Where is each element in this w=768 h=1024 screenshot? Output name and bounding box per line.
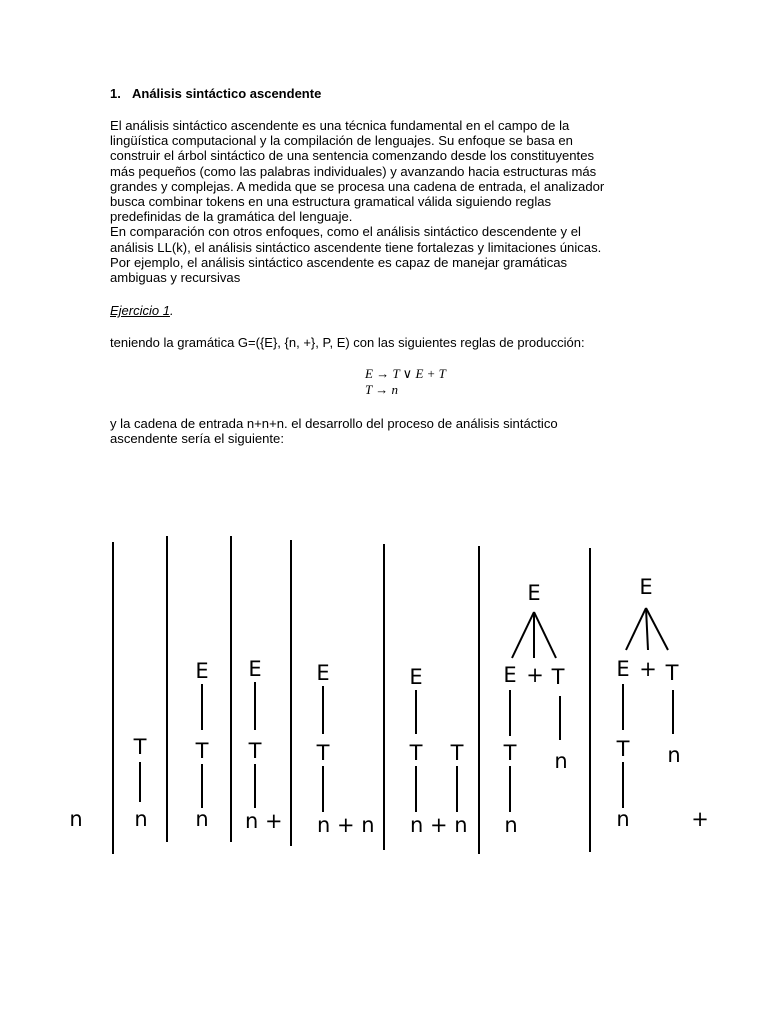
paragraph-line: ambiguas y recursivas	[110, 270, 241, 286]
tree-node: T	[133, 735, 147, 759]
paragraph-line: busca combinar tokens en una estructura gramatical válida siguiendo reglas	[110, 194, 552, 210]
tree-node: E	[616, 657, 630, 681]
parse-diagram	[0, 520, 768, 880]
exercise-heading	[110, 303, 174, 318]
tree-node: n	[667, 743, 681, 767]
paragraph-line: predefinidas de la gramática del lenguaje.	[110, 209, 353, 225]
tree-node: +	[526, 663, 544, 687]
tree-node: T	[248, 739, 262, 763]
tree-node: +	[639, 657, 657, 681]
section-heading	[110, 86, 321, 101]
production-rule: E → T ∨ E + T	[365, 366, 446, 381]
tree-edge	[534, 612, 556, 658]
input-token: n	[134, 807, 148, 831]
input-token: n + n	[317, 813, 375, 837]
input-token: n + n	[410, 813, 468, 837]
input-token: n	[69, 807, 83, 831]
tree-edge	[646, 608, 668, 650]
input-token: n	[504, 813, 518, 837]
tree-node: E	[409, 665, 423, 689]
paragraph-line: lingüística computacional y la compilación de lenguajes. Su enfoque se basa en	[110, 133, 573, 149]
input-token: n +	[245, 809, 283, 833]
input-token: n	[195, 807, 209, 831]
section-number: 1.	[110, 86, 121, 101]
process-paragraph	[110, 416, 650, 446]
tree-node: E	[527, 581, 541, 605]
section-title: Análisis sintáctico ascendente	[132, 86, 322, 101]
tree-node: E	[195, 659, 209, 683]
paragraph-line: y la cadena de entrada n+n+n. el desarrollo del proceso de análisis sintáctico	[110, 416, 558, 431]
tree-edge	[512, 612, 534, 658]
tree-node: E	[503, 663, 517, 687]
tree-edge	[626, 608, 646, 650]
tree-node: T	[316, 741, 330, 765]
production-rule: T → n	[365, 382, 398, 397]
paragraph-line: El análisis sintáctico ascendente es una técnica fundamental en el campo de la	[110, 118, 570, 133]
production-rules	[365, 366, 446, 398]
tree-node: T	[665, 661, 679, 685]
tree-node: T	[551, 665, 565, 689]
tree-node: T	[195, 739, 209, 763]
paragraph-line: En comparación con otros enfoques, como el análisis sintáctico descendente y el	[110, 224, 581, 240]
input-token: +	[691, 807, 709, 831]
paragraph-line: grandes y complejas. A medida que se procesa una cadena de entrada, el analizador	[110, 178, 605, 194]
tree-node: T	[409, 741, 423, 765]
exercise-title: Ejercicio 1	[110, 303, 170, 318]
intro-paragraph	[110, 118, 650, 285]
paragraph-line: ascendente sería el siguiente:	[110, 431, 284, 447]
exercise-suffix: .	[169, 303, 174, 318]
paragraph-line: más pequeños (como las palabras individuales) y avanzando hacia estructuras más	[110, 163, 597, 179]
paragraph-line: construir el árbol sintáctico de una sentencia comenzando desde los constituyentes	[110, 148, 595, 164]
grammar-intro: teniendo la gramática G=({E}, {n, +}, P, E) con las siguientes reglas de producción:	[110, 335, 585, 350]
tree-node: T	[616, 737, 630, 761]
paragraph-line: Por ejemplo, el análisis sintáctico ascendente es capaz de manejar gramáticas	[110, 254, 568, 270]
tree-node: E	[316, 661, 330, 685]
tree-edge	[646, 608, 648, 650]
tree-node: n	[554, 749, 568, 773]
input-token: n	[616, 807, 630, 831]
tree-node: E	[639, 575, 653, 599]
tree-node: E	[248, 657, 262, 681]
paragraph-line: análisis LL(k), el análisis sintáctico ascendente tiene fortalezas y limitaciones únicas.	[110, 239, 602, 255]
tree-node: T	[503, 741, 517, 765]
tree-node: T	[450, 741, 464, 765]
